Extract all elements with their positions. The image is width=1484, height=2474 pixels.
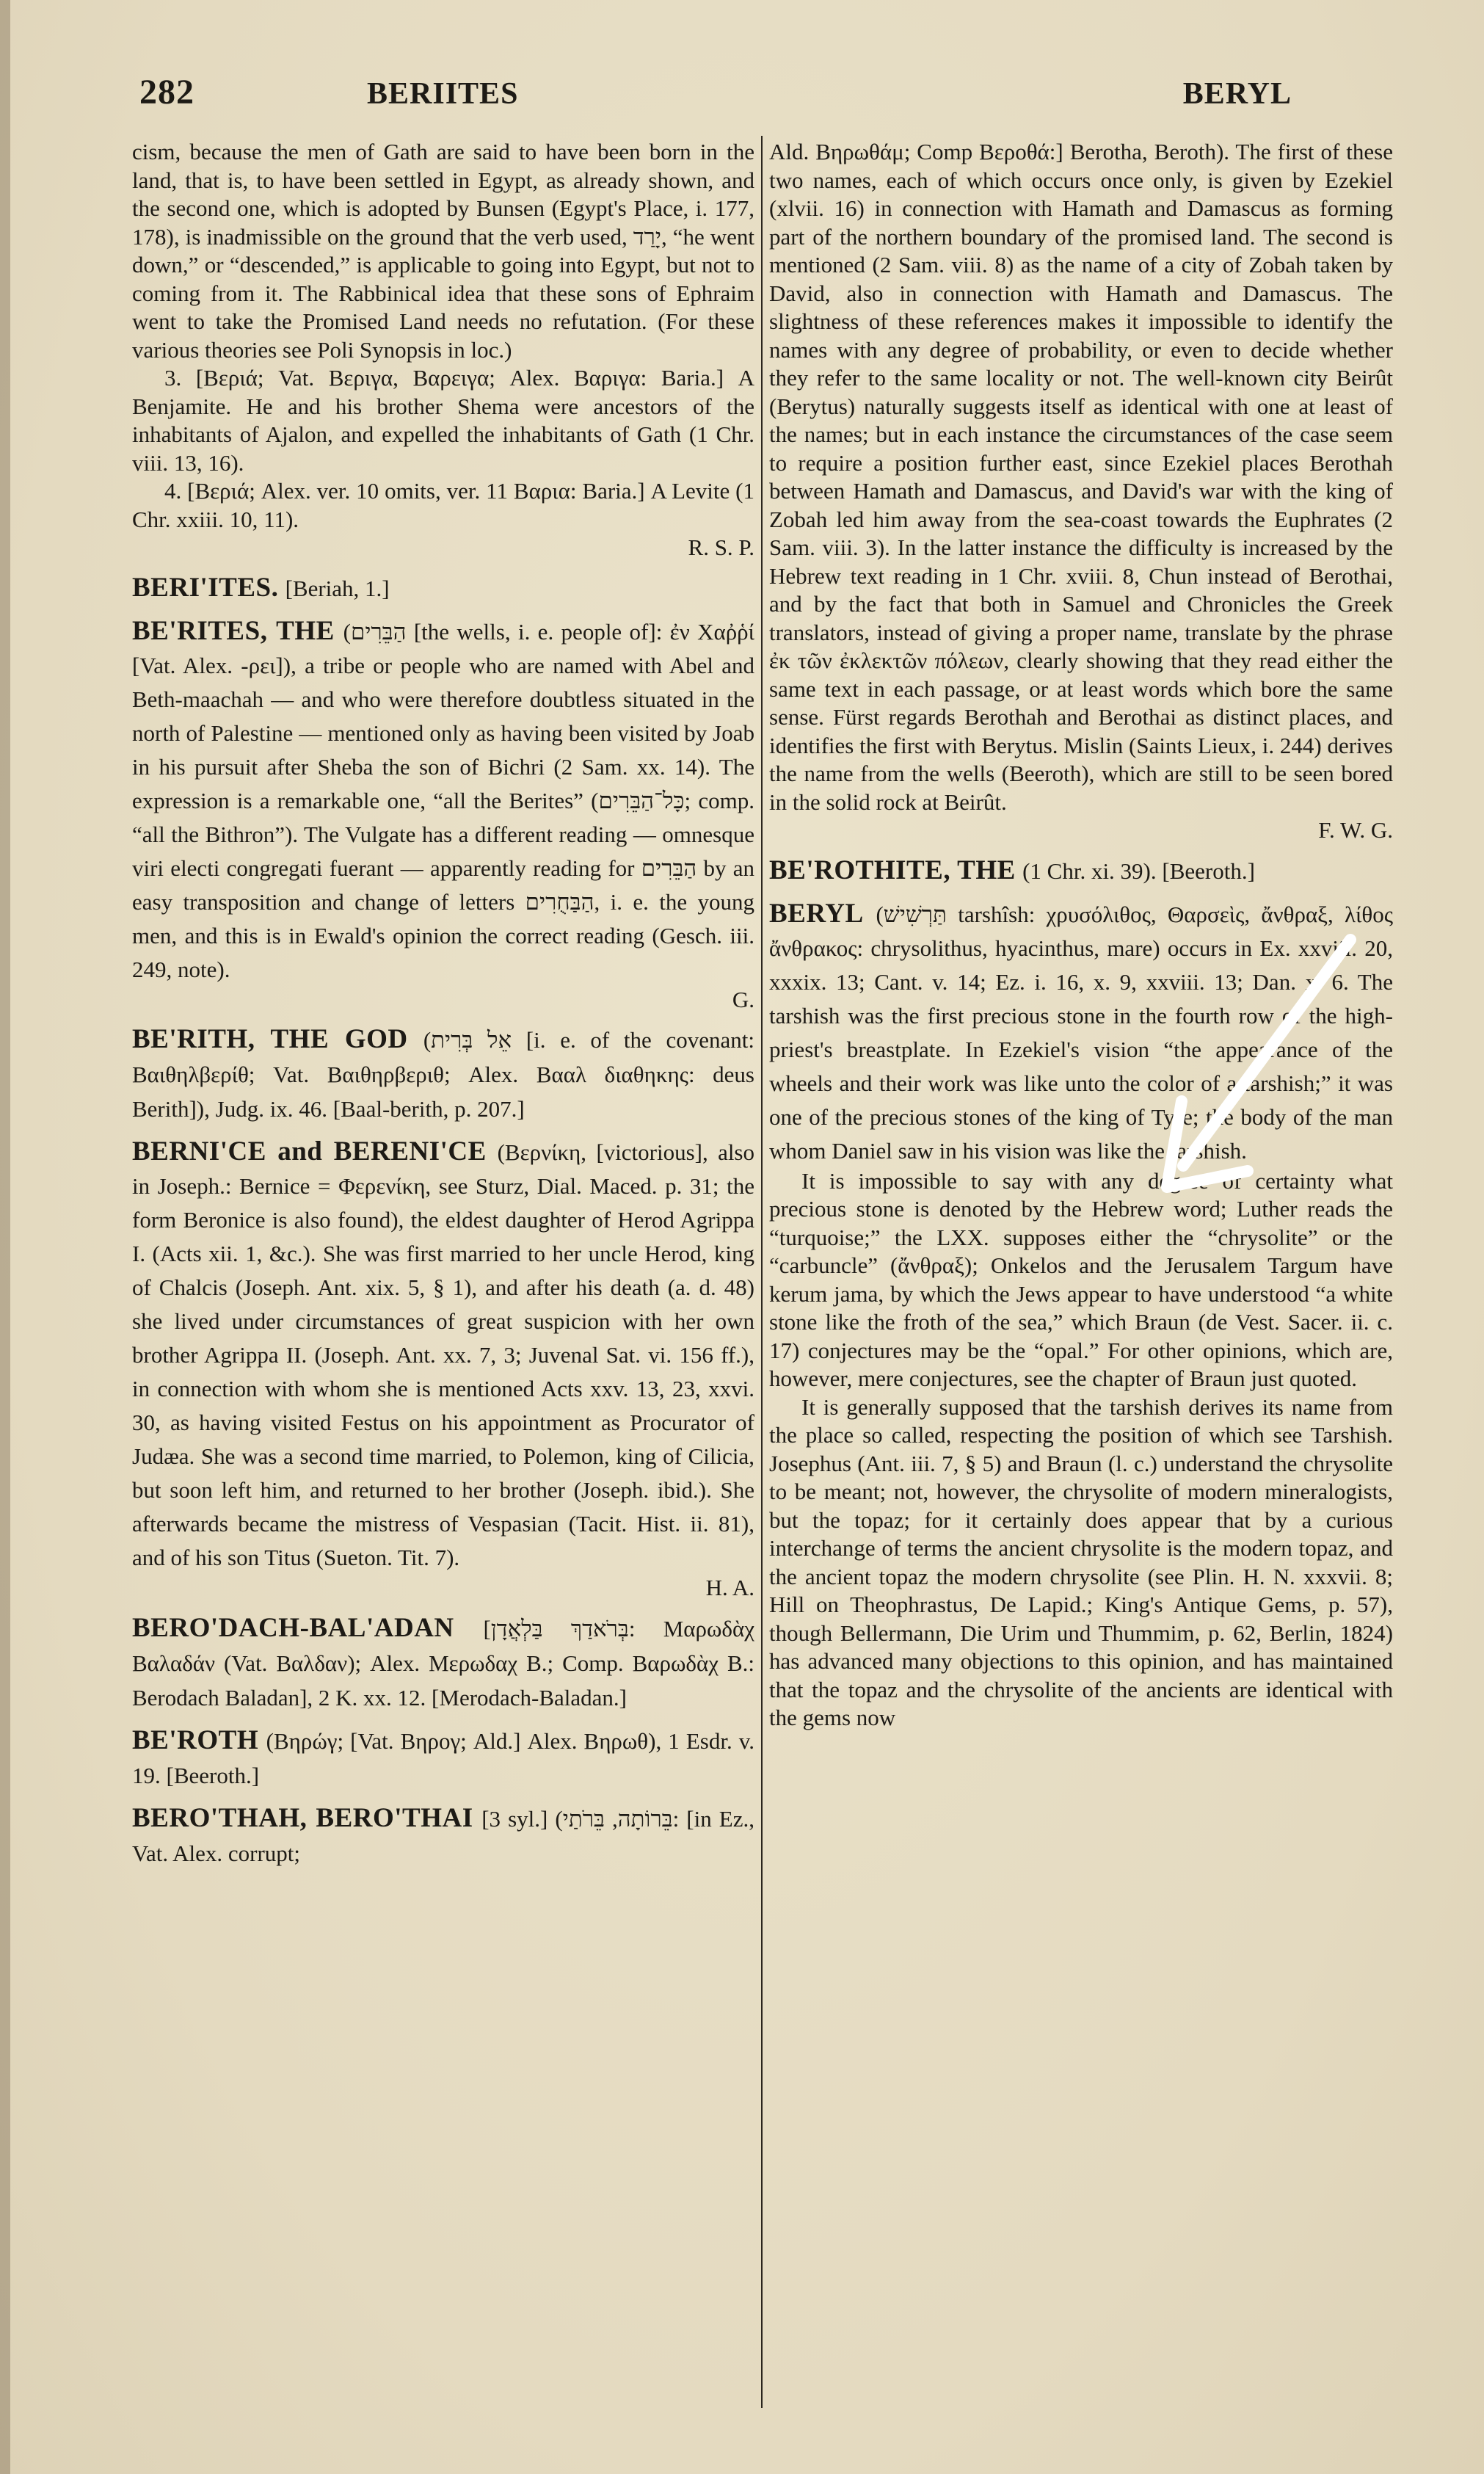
entry-text: (תַּרְשִׁישׁ tarshîsh: χρυσόλιθος, Θαρσεὶς, ἄνθραξ, λίθος ἄνθρακος: chrysolithus, hyacinthus, mare) occurs in Ex. xxviii. 20, xxxix. 13; Cant. v. 14; Ez. i. 16, x. 9, xxviii. 13; Dan. x. 6. The tarshish was the first precious stone in the fourth row of the high-priest's breastplate. In Ezekiel's vision “the appearance of the wheels and their work was like unto the color of a tarshish;” it was one of the precious stones of the king of Tyre; the body of the man whom Daniel saw in his vision was like the tarshish. xyxy=(769,901,1393,1164)
entry-headword: BERO'THAH, BERO'THAI xyxy=(132,1802,473,1833)
dictionary-entry xyxy=(769,854,1393,888)
dictionary-entry xyxy=(132,614,754,986)
entry-text: [בְּרֹאדַךְ בַּלְאֲדָן: Μαρωδὰχ Βαλαδάν (Vat. Βαλδαν); Alex. Μερωδαχ B.; Comp. Βαρωδὰχ B.: Berodach Baladan], 2 K. xx. 12. [Merodach-Baladan.] xyxy=(132,1615,755,1711)
dictionary-entry xyxy=(132,1135,754,1574)
paragraph: Ald. Βηρωθάμ; Comp Βεροθά:] Berotha, Beroth). The first of these two names, each of which occurs once only, is given by Ezekiel (xlvii. 16) in connection with Hamath and Damascus as forming part of the northern boundary of the promised land. The second is mentioned (2 Sam. viii. 8) as the name of a city of Zobah taken by David, also in connection with Hamath and Damascus. The slightness of these references makes it impossible to identify the names with any degree of probability, or even to decide whether they refer to the same locality or not. The well-known city Beirût (Berytus) naturally suggests itself as identical with one at least of the names; but in each instance the circumstances of the case seem to require a position further east, since Ezekiel places Berothah between Hamath and Damascus, and David's war with the king of Zobah led him away from the sea-coast towards the Euphrates (2 Sam. viii. 3). In the latter instance the difficulty is increased by the Hebrew text reading in 1 Chr. xviii. 8, Chun instead of Berothai, and by the fact that both in Samuel and Chronicles the Greek translators, instead of giving a proper name, translate by the phrase ἐκ τῶν ἐκλεκτῶν πόλεων, clearly showing that they read either the same text in each passage, or at least words which bore the same sense. Fürst regards Berothah and Berothai as distinct places, and identifies the first with Berytus. Mislin (Saints Lieux, i. 244) derives the name from the wells (Beeroth), which are still to be seen bored in the solid rock at Beirût. xyxy=(769,139,1393,815)
right-running-title: BERYL xyxy=(1182,77,1292,111)
entry-text: (Βερνίκη, [victorious], also in Joseph.: Bernice = Φερενίκη, see Sturz, Dial. Maced. p. 31; the form Beronice is also found), the eldest daughter of Herod Agrippa I. (Acts xii. 1, &c.). She was first married to her uncle Herod, king of Chalcis (Joseph. Ant. xix. 5, § 1), and after his death (a. d. 48) she lived under circumstances of great suspicion with her own brother Agrippa II. (Joseph. Ant. xx. 7, 3; Juvenal Sat. vi. 156 ff.), in connection with whom she is mentioned Acts xxv. 13, 23, xxvi. 30, as having visited Festus on his appointment as Procurator of Judæa. She was a second time married, to Polemon, king of Cilicia, but soon left him, and returned to her brother (Joseph. ibid.). She afterwards became the mistress of Vespasian (Tacit. Hist. ii. 81), and of his son Titus (Sueton. Tit. 7). xyxy=(132,1139,755,1570)
entry-headword: BERYL xyxy=(769,898,864,929)
entry-text: (Βηρώγ; [Vat. Βηρογ; Ald.] Alex. Βηρωθ), 1 Esdr. v. 19. [Beeroth.] xyxy=(132,1727,754,1788)
column-divider xyxy=(761,136,763,2408)
paragraph: It is generally supposed that the tarshish derives its name from the place so called, respecting the position of which see Tarshish. Josephus (Ant. iii. 7, § 5) and Braun (l. c.) understand the chrysolite to be meant; not, however, the chrysolite of modern mineralogists, but the topaz; for it certainly does appear that by a curious interchange of terms the ancient chrysolite is the modern topaz, and the ancient topaz the modern chrysolite (see Plin. H. N. xxxvii. 8; Hill on Theophrastus, De Lapid.; King's Antique Gems, p. 57), though Bellermann, Die Urim und Thummim, p. 62, Berlin, 1824) has advanced many objections to this opinion, and has maintained that the topaz and the chrysolite of the ancients are identical with the gems now xyxy=(769,1393,1393,1730)
page-shadow-edge xyxy=(0,0,10,2474)
entry-headword: BERO'DACH-BAL'ADAN xyxy=(132,1612,454,1643)
entry-text: (הַבֵּרִים [the wells, i. e. people of]: ἐν Χαῤῥί [Vat. Alex. -ρει]), a tribe or people who are named with Abel and Beth-maachah — and who were therefore doubtless situated in the north of Palestine — mentioned only as having been visited by Joab in his pursuit after Sheba the son of Bichri (2 Sam. xx. 14). The expression is a remarkable one, “all the Berites” (כָּל־הַבֵּרִים; comp. “all the Bithron”). The Vulgate has a different reading — omnesque viri electi congregati fuerant — apparently reading for הַבֵּרִים by an easy transposition and change of letters הַבַּחֻרִים, i. e. the young men, and this is in Ewald's opinion the correct reading (Gesch. iii. 249, note). xyxy=(132,618,755,982)
author-signature: R. S. P. xyxy=(688,534,754,560)
entry-text: (אֵל בְּרִית [i. e. of the covenant: Βαιθηλβερίθ; Vat. Βαιθηρβεριθ; Alex. Βααλ διαθηκης: deus Berith]), Judg. ix. 46. [Baal-berith, p. 207.] xyxy=(132,1027,754,1122)
running-header xyxy=(139,72,1424,123)
author-signature: G. xyxy=(732,986,754,1012)
dictionary-entry xyxy=(132,571,754,606)
dictionary-entry xyxy=(132,1611,754,1715)
dictionary-entry xyxy=(132,1724,754,1793)
entry-text: [3 syl.] (בֵּרוֹתָה, בֵּרֹתַי: [in Ez., Vat. Alex. corrupt; xyxy=(132,1805,755,1866)
right-column xyxy=(769,138,1393,1733)
entry-headword: BE'ROTHITE, THE xyxy=(769,855,1016,885)
paragraph: 4. [Βεριά; Alex. ver. 10 omits, ver. 11 Βαρια: Baria.] A Levite (1 Chr. xxiii. 10, 11). xyxy=(132,478,754,532)
paragraph: It is impossible to say with any degree of certainty what precious stone is denoted by the Hebrew word; Luther reads the “turquoise;” the LXX. supposes either the “chrysolite” or the “carbuncle” (ἄνθραξ); Onkelos and the Jerusalem Targum have kerum jama, by which the Jews appear to have understood “a white stone like the froth of the sea,” which Braun (de Vest. Sacer. ii. c. 17) conjectures may be the “opal.” For other opinions, which are, however, mere conjectures, see the chapter of Braun just quoted. xyxy=(769,1167,1393,1391)
paragraph: cism, because the men of Gath are said to have been born in the land, that is, to have been settled in Egypt, as already shown, and the second one, which is adopted by Bunsen (Egypt's Place, i. 177, 178), is inadmissible on the ground that the verb used, יָרַד, “he went down,” or “descended,” is applicable to going into Egypt, but not to coming from it. The Rabbinical idea that these sons of Ephraim went to take the Promised Land needs no refutation. (For these various theories see Poli Synopsis in loc.) xyxy=(132,139,755,363)
entry-headword: BE'RITH, THE GOD xyxy=(132,1024,408,1054)
author-signature: F. W. G. xyxy=(1318,817,1393,843)
left-running-title: BERIITES xyxy=(367,77,519,111)
entry-headword: BE'ROTH xyxy=(132,1724,259,1755)
left-column xyxy=(132,138,754,1871)
entry-text: [Beriah, 1.] xyxy=(285,575,390,601)
author-signature: H. A. xyxy=(705,1575,754,1600)
entry-headword: BE'RITES, THE xyxy=(132,615,335,646)
entry-headword: BERNI'CE and BERENI'CE xyxy=(132,1136,487,1167)
dictionary-entry xyxy=(769,897,1393,1167)
page-number: 282 xyxy=(139,73,194,112)
entry-headword: BERI'ITES. xyxy=(132,572,279,603)
paragraph: 3. [Βεριά; Vat. Βεριγα, Βαρειγα; Alex. Βαριγα: Baria.] A Benjamite. He and his brother Shema were ancestors of the inhabitants of Ajalon, and expelled the inhabitants of Gath (1 Chr. viii. 13, 16). xyxy=(132,365,754,476)
dictionary-entry xyxy=(132,1802,754,1871)
dictionary-entry xyxy=(132,1023,754,1126)
entry-text: (1 Chr. xi. 39). [Beeroth.] xyxy=(1022,857,1255,884)
